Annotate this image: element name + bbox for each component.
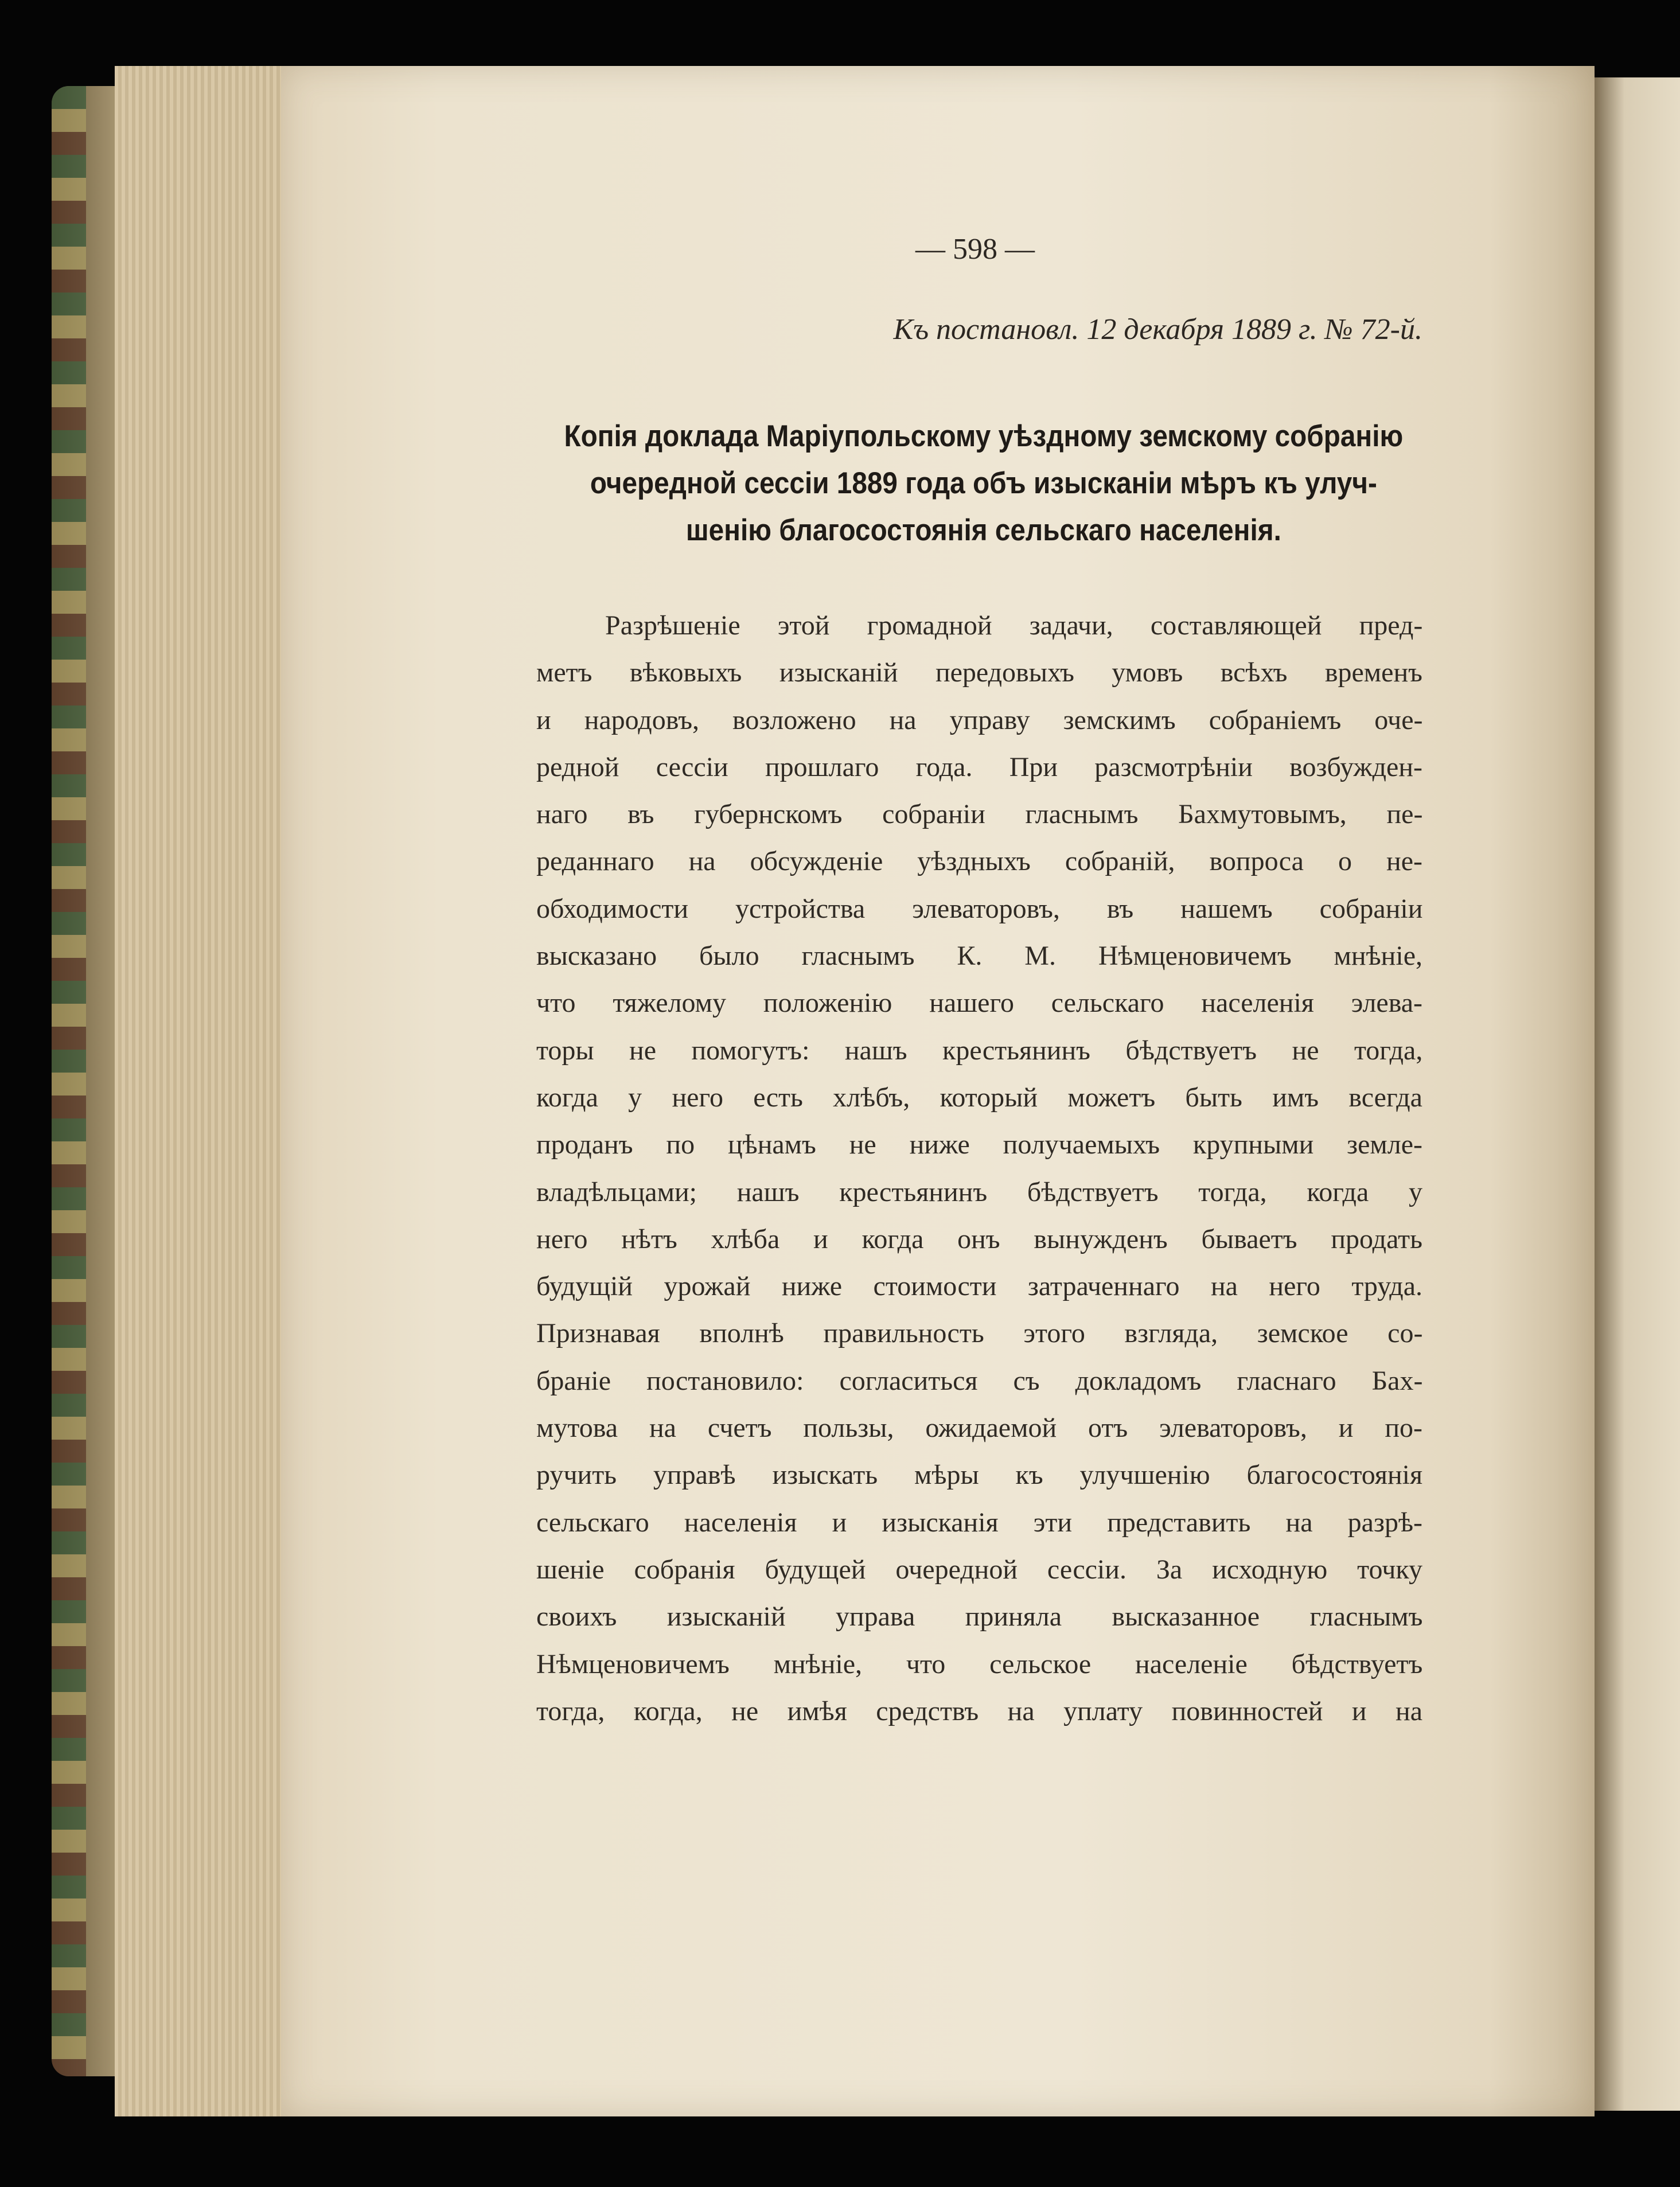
document-title <box>536 413 1431 554</box>
title-line: очередной сессіи 1889 года объ изысканіи мѣръ къ улуч- <box>590 466 1377 500</box>
body-line: редной сессіи прошлаго года. При разсмотрѣніи возбужден- <box>536 751 1422 782</box>
page-number: — 598 — <box>915 233 1035 266</box>
next-page-edge <box>1595 77 1680 2111</box>
body-line: проданъ по цѣнамъ не ниже получаемыхъ крупными земле- <box>536 1129 1422 1160</box>
body-line: владѣльцами; нашъ крестьянинъ бѣдствуетъ тогда, когда у <box>536 1176 1422 1207</box>
resolution-reference: Къ постановл. 12 декабря 1889 г. № 72-й. <box>893 313 1422 346</box>
body-line: ручить управѣ изыскать мѣры къ улучшенію благосостоянія <box>536 1460 1423 1491</box>
spine-pattern <box>52 86 86 2076</box>
body-line: Признавая вполнѣ правильность этого взгляда, земское со- <box>536 1318 1423 1349</box>
body-text <box>536 602 1422 1735</box>
title-line: шенію благосостоянія сельскаго населенія. <box>685 513 1281 547</box>
body-line: когда у него есть хлѣбъ, который можетъ быть имъ всегда <box>536 1082 1422 1113</box>
body-line: и народовъ, возложено на управу земскимъ собраніемъ оче- <box>536 704 1423 735</box>
page-stack-edge <box>115 66 287 2116</box>
body-line: него нѣтъ хлѣба и когда онъ вынужденъ бываетъ продать <box>536 1223 1423 1254</box>
body-line: сельскаго населенія и изысканія эти представить на разрѣ- <box>536 1507 1422 1538</box>
body-line: метъ вѣковыхъ изысканій передовыхъ умовъ всѣхъ временъ <box>536 657 1422 688</box>
body-line: Разрѣшеніе этой громадной задачи, составляющей пред- <box>605 610 1423 641</box>
body-line: высказано было гласнымъ К. М. Нѣмценовичемъ мнѣніе, <box>536 941 1422 972</box>
body-line: что тяжелому положенію нашего сельскаго населенія элева- <box>536 988 1423 1019</box>
title-line: Копія доклада Маріупольскому уѣздному земскому собранію <box>564 419 1404 453</box>
body-line: реданнаго на обсужденіе уѣздныхъ собраній, вопроса о не- <box>536 846 1422 877</box>
body-line: наго въ губернскомъ собраніи гласнымъ Бахмутовымъ, пе- <box>536 799 1423 830</box>
body-line: тогда, когда, не имѣя средствъ на уплату повинностей и на <box>536 1695 1423 1726</box>
body-line: шеніе собранія будущей очередной сессіи. За исходную точку <box>536 1554 1422 1585</box>
body-line: браніе постановило: согласиться съ докладомъ гласнаго Бах- <box>536 1365 1423 1396</box>
body-line: мутова на счетъ пользы, ожидаемой отъ элеваторовъ, и по- <box>536 1413 1422 1444</box>
body-line: торы не помогутъ: нашъ крестьянинъ бѣдствуетъ не тогда, <box>536 1035 1423 1066</box>
body-line: Нѣмценовичемъ мнѣніе, что сельское населеніе бѣдствуетъ <box>536 1648 1423 1679</box>
body-line: будущій урожай ниже стоимости затраченнаго на него труда. <box>536 1271 1422 1302</box>
body-line: своихъ изысканій управа приняла высказанное гласнымъ <box>536 1601 1423 1632</box>
body-line: обходимости устройства элеваторовъ, въ нашемъ собраніи <box>536 893 1423 924</box>
